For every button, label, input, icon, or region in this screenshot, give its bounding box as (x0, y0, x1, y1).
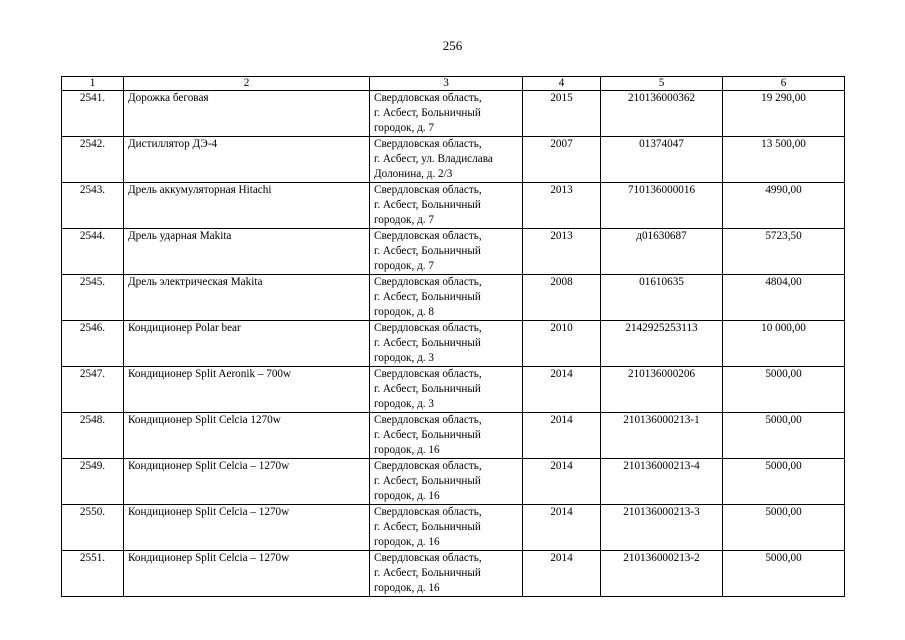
inventory-number-cell: 210136000213-3 (601, 505, 723, 551)
address-cell (370, 183, 523, 229)
year-cell: 2014 (523, 505, 601, 551)
address-line: Свердловская область, (374, 460, 482, 472)
address-line: Свердловская область, (374, 414, 482, 426)
address-line: Свердловская область, (374, 322, 482, 334)
cost-cell: 5000,00 (723, 551, 845, 597)
year-cell: 2007 (523, 137, 601, 183)
column-header: 3 (370, 77, 523, 91)
address-line: г. Асбест, Больничный (374, 521, 481, 533)
address-line: г. Асбест, Больничный (374, 291, 481, 303)
year-cell: 2008 (523, 275, 601, 321)
inventory-number-cell: 01610635 (601, 275, 723, 321)
address-cell (370, 137, 523, 183)
column-header: 2 (124, 77, 370, 91)
row-number-cell: 2543. (62, 183, 124, 229)
address-line: Свердловская область, (374, 368, 482, 380)
table-row (62, 321, 845, 367)
address-line: городок, д. 16 (374, 582, 440, 594)
address-line: городок, д. 7 (374, 260, 434, 272)
cost-cell: 5723,50 (723, 229, 845, 275)
inventory-number-cell: 710136000016 (601, 183, 723, 229)
cost-cell: 13 500,00 (723, 137, 845, 183)
item-name-cell: Дрель ударная Makita (124, 229, 370, 275)
column-header: 4 (523, 77, 601, 91)
cost-cell: 4990,00 (723, 183, 845, 229)
column-header: 5 (601, 77, 723, 91)
table-row (62, 551, 845, 597)
item-name-cell: Кондиционер Polar bear (124, 321, 370, 367)
address-cell (370, 413, 523, 459)
cost-cell: 4804,00 (723, 275, 845, 321)
year-cell: 2013 (523, 229, 601, 275)
year-cell: 2014 (523, 459, 601, 505)
address-line: г. Асбест, Больничный (374, 245, 481, 257)
item-name-cell: Кондиционер Split Celcia 1270w (124, 413, 370, 459)
cost-cell: 5000,00 (723, 367, 845, 413)
row-number-cell: 2547. (62, 367, 124, 413)
inventory-number-cell: 210136000213-1 (601, 413, 723, 459)
item-name-cell: Дрель аккумуляторная Hitachi (124, 183, 370, 229)
inventory-number-cell: 210136000362 (601, 91, 723, 137)
address-cell (370, 505, 523, 551)
address-line: городок, д. 7 (374, 122, 434, 134)
address-line: городок, д. 16 (374, 490, 440, 502)
year-cell: 2014 (523, 413, 601, 459)
row-number-cell: 2551. (62, 551, 124, 597)
row-number-cell: 2548. (62, 413, 124, 459)
cost-cell: 10 000,00 (723, 321, 845, 367)
row-number-cell: 2542. (62, 137, 124, 183)
address-line: г. Асбест, ул. Владислава (374, 153, 493, 165)
address-line: городок, д. 8 (374, 306, 434, 318)
page-number: 256 (442, 38, 463, 53)
address-line: г. Асбест, Больничный (374, 429, 481, 441)
item-name-cell: Кондиционер Split Celcia – 1270w (124, 459, 370, 505)
address-line: г. Асбест, Больничный (374, 107, 481, 119)
year-cell: 2014 (523, 367, 601, 413)
address-line: Свердловская область, (374, 184, 482, 196)
address-cell (370, 91, 523, 137)
address-line: г. Асбест, Больничный (374, 475, 481, 487)
address-line: г. Асбест, Больничный (374, 337, 481, 349)
item-name-cell: Кондиционер Split Celcia – 1270w (124, 505, 370, 551)
year-cell: 2015 (523, 91, 601, 137)
item-name-cell: Дрель электрическая Makita (124, 275, 370, 321)
row-number-cell: 2544. (62, 229, 124, 275)
row-number-cell: 2541. (62, 91, 124, 137)
item-name-cell: Дорожка беговая (124, 91, 370, 137)
column-header: 1 (62, 77, 124, 91)
cost-cell: 5000,00 (723, 459, 845, 505)
year-cell: 2014 (523, 551, 601, 597)
address-line: Свердловская область, (374, 230, 482, 242)
inventory-number-cell: 210136000206 (601, 367, 723, 413)
column-header: 6 (723, 77, 845, 91)
table-header-row (62, 77, 845, 91)
table-row (62, 183, 845, 229)
table-row (62, 91, 845, 137)
address-cell (370, 321, 523, 367)
address-line: г. Асбест, Больничный (374, 567, 481, 579)
inventory-number-cell: 210136000213-2 (601, 551, 723, 597)
property-registry-table (61, 76, 845, 597)
inventory-number-cell: 2142925253113 (601, 321, 723, 367)
row-number-cell: 2545. (62, 275, 124, 321)
address-line: Свердловская область, (374, 552, 482, 564)
address-line: городок, д. 3 (374, 352, 434, 364)
year-cell: 2010 (523, 321, 601, 367)
address-cell (370, 459, 523, 505)
inventory-number-cell: д01630687 (601, 229, 723, 275)
address-cell (370, 229, 523, 275)
table-row (62, 137, 845, 183)
item-name-cell: Кондиционер Split Aeronik – 700w (124, 367, 370, 413)
address-line: Свердловская область, (374, 138, 482, 150)
inventory-number-cell: 210136000213-4 (601, 459, 723, 505)
table-row (62, 229, 845, 275)
address-line: городок, д. 7 (374, 214, 434, 226)
table-row (62, 505, 845, 551)
address-line: городок, д. 3 (374, 398, 434, 410)
address-line: г. Асбест, Больничный (374, 199, 481, 211)
cost-cell: 19 290,00 (723, 91, 845, 137)
table-row (62, 459, 845, 505)
address-line: городок, д. 16 (374, 536, 440, 548)
cost-cell: 5000,00 (723, 413, 845, 459)
table-row (62, 367, 845, 413)
address-cell (370, 551, 523, 597)
year-cell: 2013 (523, 183, 601, 229)
row-number-cell: 2549. (62, 459, 124, 505)
address-cell (370, 275, 523, 321)
address-cell (370, 367, 523, 413)
cost-cell: 5000,00 (723, 505, 845, 551)
row-number-cell: 2550. (62, 505, 124, 551)
inventory-number-cell: 01374047 (601, 137, 723, 183)
address-line: Долонина, д. 2/3 (374, 168, 453, 180)
table-row (62, 275, 845, 321)
address-line: Свердловская область, (374, 276, 482, 288)
address-line: г. Асбест, Больничный (374, 383, 481, 395)
address-line: Свердловская область, (374, 92, 482, 104)
item-name-cell: Кондиционер Split Celcia – 1270w (124, 551, 370, 597)
table-row (62, 413, 845, 459)
row-number-cell: 2546. (62, 321, 124, 367)
item-name-cell: Дистиллятор ДЭ-4 (124, 137, 370, 183)
address-line: Свердловская область, (374, 506, 482, 518)
address-line: городок, д. 16 (374, 444, 440, 456)
